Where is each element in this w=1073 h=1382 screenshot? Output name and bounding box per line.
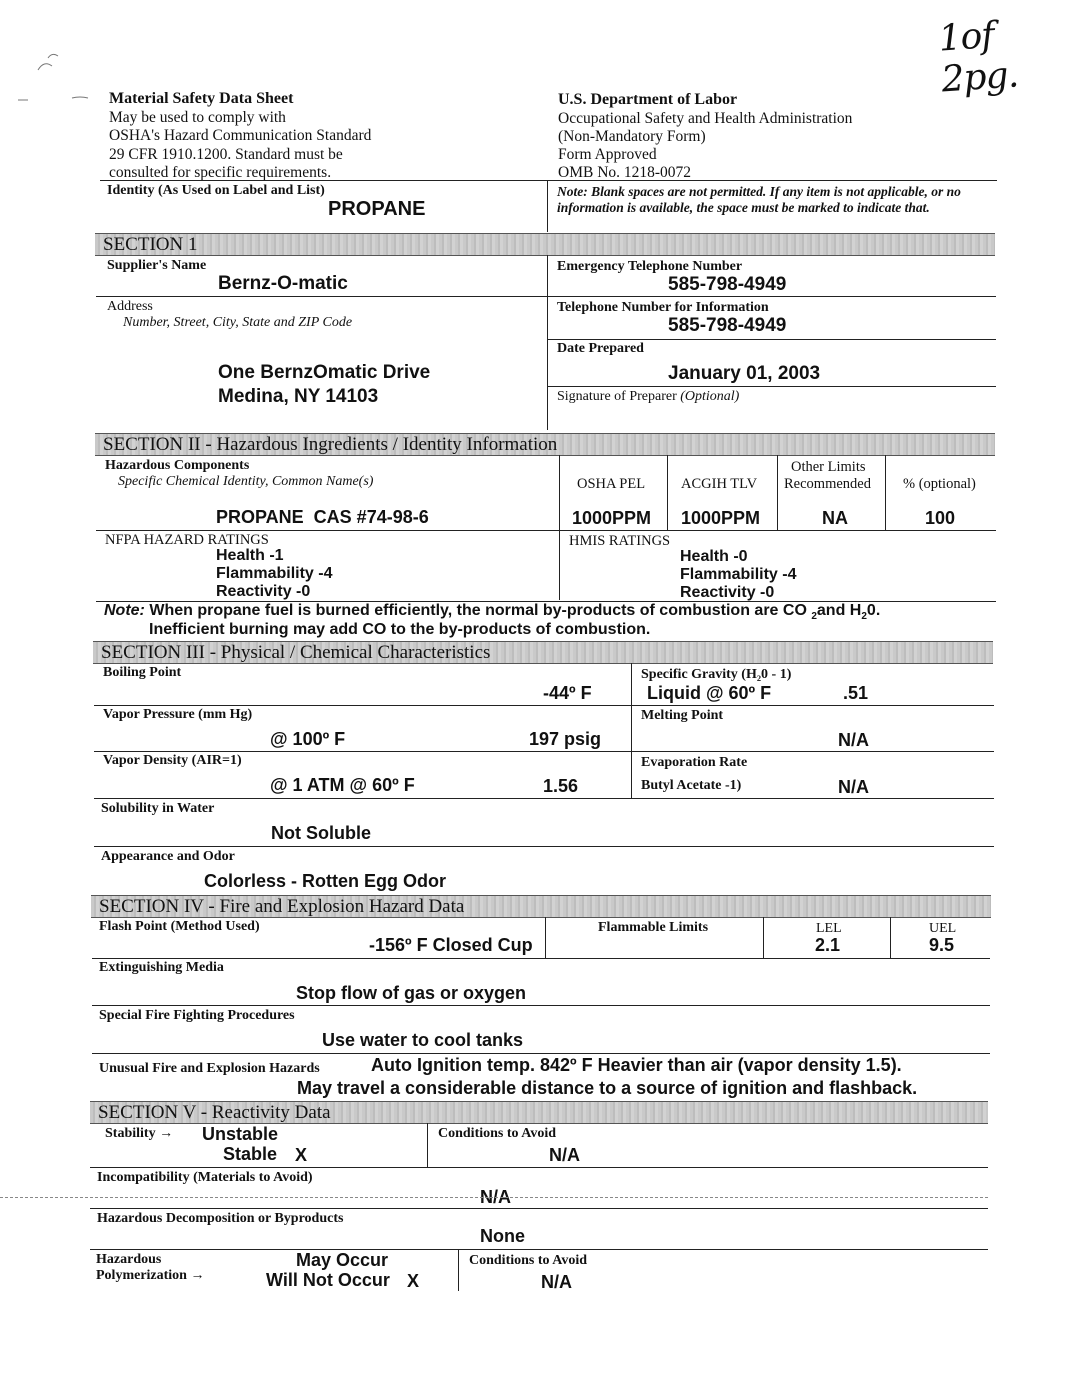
rule [96,296,996,297]
polymerization-may-occur: May Occur [296,1250,389,1270]
melting-point-value: N/A [838,730,869,750]
stability-label: Stability → [105,1126,174,1141]
rule [94,798,994,799]
component-osha: 1000PPM [572,508,652,528]
section-5-header [90,1101,988,1124]
emergency-phone-value: 585-798-4949 [668,274,787,295]
vapor-pressure-label: Vapor Pressure (mm Hg) [103,707,253,722]
address-sublabel: Number, Street, City, State and ZIP Code [123,315,353,330]
signature-optional: (Optional) [680,389,740,404]
combustion-note-line-1 [104,602,880,622]
hmis-reactivity: Reactivity -0 [680,584,775,601]
rule [0,1197,988,1198]
header-right-line-4: OMB No. 1218-0072 [558,164,692,181]
header-right-line-3: Form Approved [558,146,657,163]
col-other-limits: Other Limits [791,459,866,475]
decomposition-label: Hazardous Decomposition or Byproducts [97,1211,344,1226]
component-other: NA [822,508,848,528]
rule [547,386,996,387]
identity-label: Identity (As Used on Label and List) [107,183,325,198]
unusual-hazards-label: Unusual Fire and Explosion Hazards [99,1061,320,1076]
uel-label: UEL [929,921,957,936]
specific-gravity-value: .51 [843,683,869,703]
form-title: Material Safety Data Sheet [109,90,294,107]
rule [92,1053,990,1054]
note-label: Note: [104,602,145,619]
note-text-b: and H [816,602,862,619]
identity-note: Note: Blank spaces are not permitted. If any item is not applicable, or no information is available, the space must be marked to indicate that. [557,184,961,215]
stability-unstable: Unstable [202,1124,279,1144]
section-1-title: SECTION 1 [103,234,198,255]
vapor-pressure-value: 197 psig [529,729,602,749]
note-text-a: When propane fuel is burned efficiently, the normal by-products of combustion are CO [149,602,807,619]
section-2-title: SECTION II - Hazardous Ingredients / Identity Information [103,434,558,455]
col-percent: % (optional) [903,476,976,492]
component-name: PROPANE CAS #74-98-6 [216,507,429,527]
stability-stable: Stable [223,1144,278,1164]
rule [885,455,886,530]
agency-title: U.S. Department of Labor [558,91,738,108]
rule [559,455,560,600]
flash-point-label: Flash Point (Method Used) [99,919,260,934]
solubility-label: Solubility in Water [101,801,215,816]
supplier-value: Bernz-O-matic [218,273,348,294]
note-text-c: 0. [866,602,881,619]
rule [547,255,548,430]
section-5-title: SECTION V - Reactivity Data [98,1102,331,1123]
rule [427,1123,428,1167]
vapor-density-label: Vapor Density (AIR=1) [103,753,242,768]
nfpa-health: Health -1 [216,547,284,564]
section-3-header [93,641,993,664]
boiling-point-value: -44º F [543,683,592,703]
flash-point-value: -156º F Closed Cup [369,935,533,955]
emergency-phone-label: Emergency Telephone Number [557,259,743,274]
rule [631,663,632,799]
stability-stable-mark: X [295,1145,308,1165]
unusual-hazards-line-1: Auto Ignition temp. 842º F Heavier than air (vapor density 1.5). [371,1055,902,1075]
header-left-line-3: 29 CFR 1910.1200. Standard must be [109,146,343,163]
hmis-flammability: Flammability -4 [680,566,797,583]
polymerization-conditions-value: N/A [541,1272,572,1292]
specific-gravity-label: Specific Gravity (H₂0 - 1) [641,667,792,682]
header-right-line-1: Occupational Safety and Health Administration [558,110,853,127]
vapor-pressure-condition: @ 100º F [270,729,346,749]
signature-label-text: Signature of Preparer [557,389,677,404]
evaporation-rate-sublabel: Butyl Acetate -1) [641,778,742,793]
section-4-header [91,895,991,918]
rule [92,958,990,959]
appearance-label: Appearance and Odor [101,849,235,864]
solubility-value: Not Soluble [271,823,371,843]
polymerization-label-2: Polymerization → [96,1268,205,1283]
uel-value: 9.5 [929,935,955,955]
col-acgih-tlv: ACGIH TLV [681,476,758,492]
polymerization-conditions-label: Conditions to Avoid [469,1253,587,1268]
combustion-note-line-2: Inefficient burning may add CO to the by-products of combustion. [149,621,651,638]
evaporation-rate-value: N/A [838,777,869,797]
vapor-density-condition: @ 1 ATM @ 60º F [270,775,415,795]
rule [763,917,764,958]
info-phone-label: Telephone Number for Information [557,300,769,315]
section-1-header [95,233,995,256]
conditions-to-avoid-label: Conditions to Avoid [438,1126,556,1141]
unusual-hazards-line-2: May travel a considerable distance to a source of ignition and flashback. [297,1078,918,1098]
date-prepared-value: January 01, 2003 [668,363,821,384]
section-3-title: SECTION III - Physical / Chemical Characteristics [101,642,491,663]
decomposition-value: None [480,1226,525,1246]
rule [667,455,668,530]
hmis-health: Health -0 [680,548,748,565]
identity-value: PROPANE [328,198,426,220]
flammable-limits-label: Flammable Limits [598,920,709,935]
rule [545,917,546,958]
nfpa-label: NFPA HAZARD RATINGS [105,532,269,548]
rule [777,455,778,530]
rule [890,917,891,958]
col-recommended: Recommended [784,476,871,492]
nfpa-reactivity: Reactivity -0 [216,583,311,600]
polymerization-will-not-mark: X [407,1271,420,1291]
header-left-line-2: OSHA's Hazard Communication Standard [109,127,372,144]
boiling-point-label: Boiling Point [103,665,182,680]
signature-label [557,389,739,405]
polymerization-will-not-occur: Will Not Occur [266,1270,390,1290]
hazardous-components-sublabel: Specific Chemical Identity, Common Name(s) [118,474,374,489]
polymerization-label-1: Hazardous [96,1252,162,1267]
rule [90,1249,988,1250]
address-line-1: One BernzOmatic Drive [218,362,431,383]
fire-fighting-value: Use water to cool tanks [322,1030,524,1050]
rule [96,530,996,531]
fire-fighting-label: Special Fire Fighting Procedures [99,1008,295,1023]
nfpa-flammability: Flammability -4 [216,565,333,582]
specific-gravity-condition: Liquid @ 60º F [647,683,772,703]
rule [90,1167,988,1168]
vapor-density-value: 1.56 [543,776,579,796]
incompatibility-label: Incompatibility (Materials to Avoid) [97,1170,313,1185]
header-left-line-1: May be used to comply with [109,109,286,126]
rule [94,705,994,706]
component-percent: 100 [925,508,956,528]
note-sub-1: 2 [811,611,817,623]
rule [94,846,994,847]
incompatibility-value: N/A [480,1187,511,1207]
info-phone-value: 585-798-4949 [668,315,787,336]
date-prepared-label: Date Prepared [557,341,644,356]
rule [547,180,548,232]
rule [100,180,997,181]
extinguishing-media-label: Extinguishing Media [99,960,224,975]
col-osha-pel: OSHA PEL [577,476,646,492]
supplier-label: Supplier's Name [107,258,207,273]
lel-value: 2.1 [815,935,841,955]
rule [94,751,994,752]
hazardous-components-label: Hazardous Components [105,458,250,473]
evaporation-rate-label: Evaporation Rate [641,755,748,770]
handwritten-page-note: 1of 2pg. [937,14,1020,101]
address-label: Address [107,299,153,314]
melting-point-label: Melting Point [641,708,724,723]
extinguishing-media-value: Stop flow of gas or oxygen [296,983,527,1003]
address-line-2: Medina, NY 14103 [218,386,379,407]
rule [92,1005,990,1006]
section-2-header [95,433,995,456]
lel-label: LEL [816,921,842,936]
component-acgih: 1000PPM [681,508,761,528]
header-right-line-2: (Non-Mandatory Form) [558,128,706,145]
note-sub-2: 2 [861,611,867,623]
scan-marks [10,40,100,110]
header-left-line-4: consulted for specific requirements. [109,164,332,181]
hmis-label: HMIS RATINGS [569,533,671,549]
rule [458,1249,459,1291]
rule [90,1208,988,1209]
appearance-value: Colorless - Rotten Egg Odor [204,871,447,891]
section-4-title: SECTION IV - Fire and Explosion Hazard Data [99,896,465,917]
conditions-to-avoid-value: N/A [549,1145,580,1165]
rule [547,339,996,340]
